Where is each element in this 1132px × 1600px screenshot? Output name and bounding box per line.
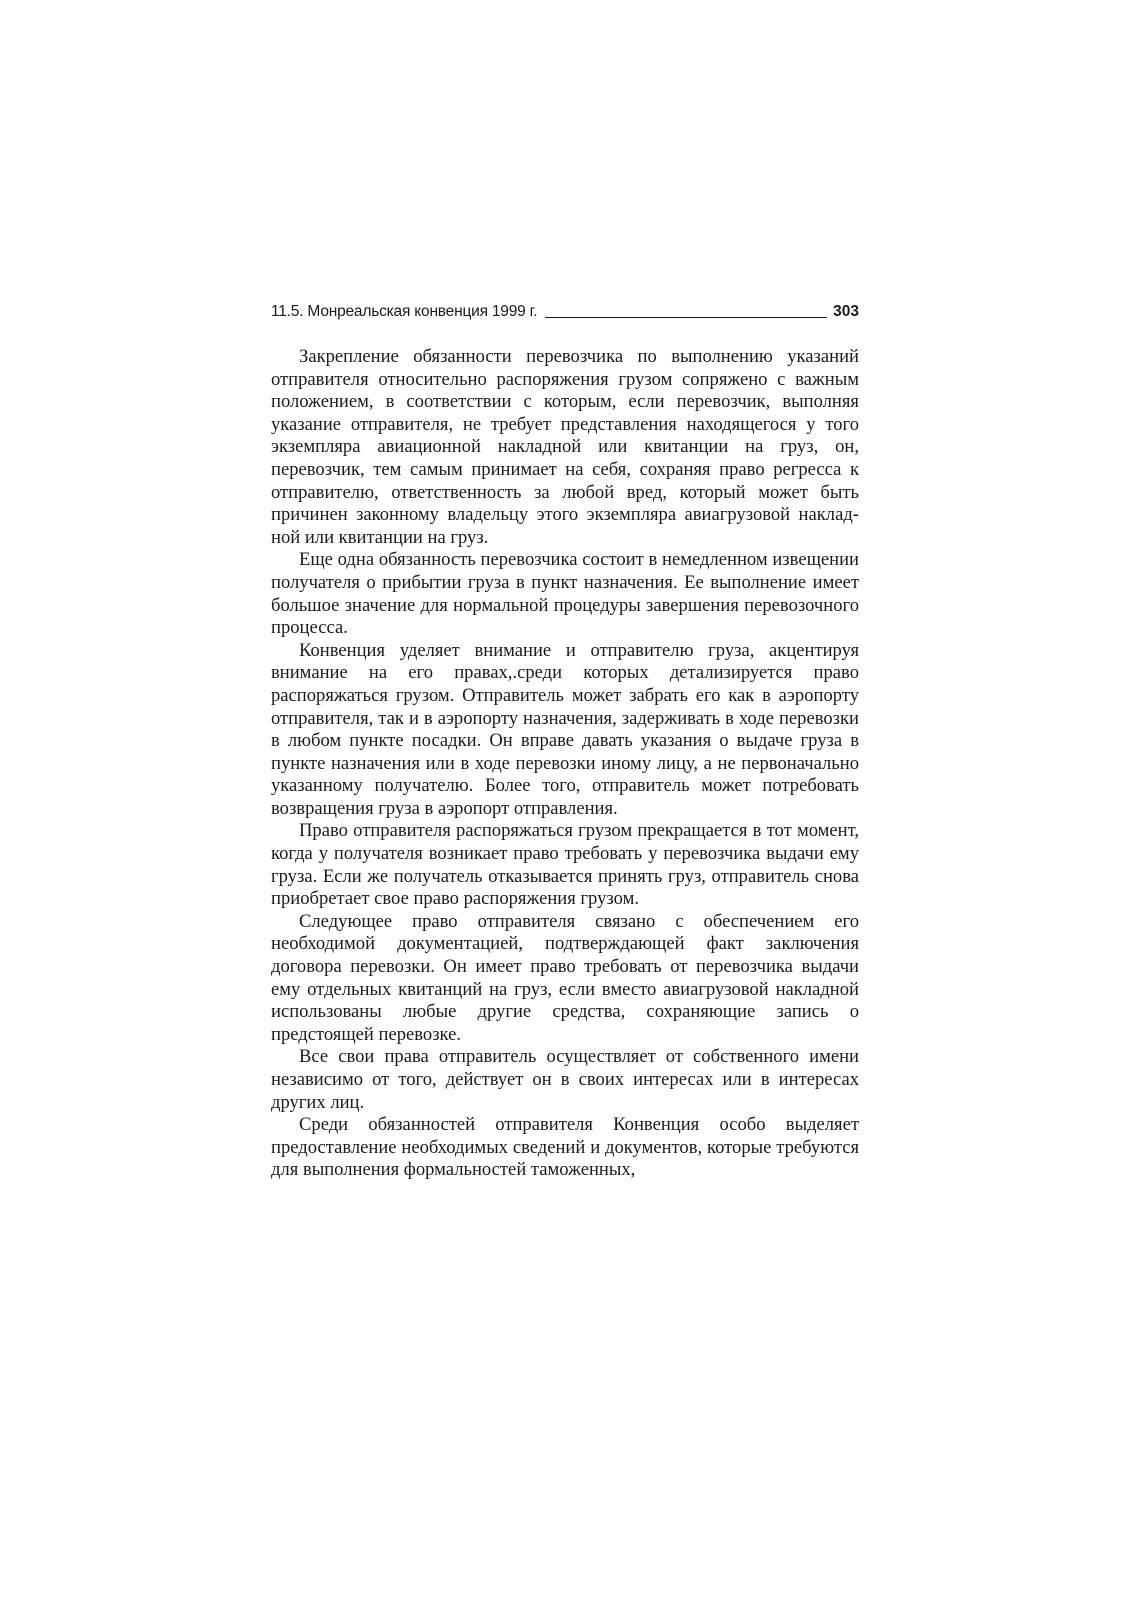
paragraph: Конвенция уделяет внимание и отправителю груза, акцентируя внимание на его правах,.среди которых детализируется право распоряжаться грузом. Отправитель может забрать его как в аэропорту отправителя, так и в аэропорту назначения, задерживать в ходе перевозки в любом пункте посадки. Он вправе давать указания о выдаче груза в пункте назначения или в ходе перевозки иному лицу, а не первоначально указанному получателю. Более того, отправитель может потребовать возвращения груза в аэропорт отправления.	[271, 639, 859, 819]
section-title: 11.5. Монреальская конвенция 1999 г.	[271, 303, 538, 320]
body-text	[271, 346, 859, 1182]
paragraph: Закрепление обязанности перевозчика по выполнению указаний отправителя относительно распоряжения грузом сопряжено с важным положением, в соответствии с которым, если перевозчик, выполняя указание отправителя, не требует представления находящегося у того экземпляра авиационной накладной или квитанции на груз, он, перевозчик, тем самым принимает на себя, сохраняя право регресса к отправителю, ответственность за любой вред, который может быть причинен законному владельцу этого экземпляра авиагрузовой накладной или квитанции на груз.	[271, 346, 859, 548]
header-rule	[545, 317, 827, 318]
book-page	[271, 300, 859, 1182]
running-header	[271, 300, 859, 322]
paragraph: Право отправителя распоряжаться грузом прекращается в тот момент, когда у получателя возникает право требовать у перевозчика выдачи ему груза. Если же получатель отказывается принять груз, отправитель снова приобретает свое право распоряжения грузом.	[271, 820, 859, 910]
page-number: 303	[833, 303, 859, 320]
paragraph: Все свои права отправитель осуществляет от собственного имени независимо от того, действует он в своих интересах или в интересах других лиц.	[271, 1046, 859, 1113]
paragraph: Еще одна обязанность перевозчика состоит в немедленном извещении получателя о прибытии груза в пункт назначения. Ее выполнение имеет большое значение для нормальной процедуры завершения перевозочного процесса.	[271, 549, 859, 639]
paragraph: Среди обязанностей отправителя Конвенция особо выделяет предоставление необходимых сведений и документов, которые требуются для выполнения формальностей таможенных,	[271, 1114, 859, 1181]
paragraph: Следующее право отправителя связано с обеспечением его необходимой документацией, подтверждающей факт заключения договора перевозки. Он имеет право требовать от перевозчика выдачи ему отдельных квитанций на груз, если вместо авиагрузовой накладной использованы любые другие средства, сохраняющие запись о предстоящей перевозке.	[271, 910, 859, 1045]
